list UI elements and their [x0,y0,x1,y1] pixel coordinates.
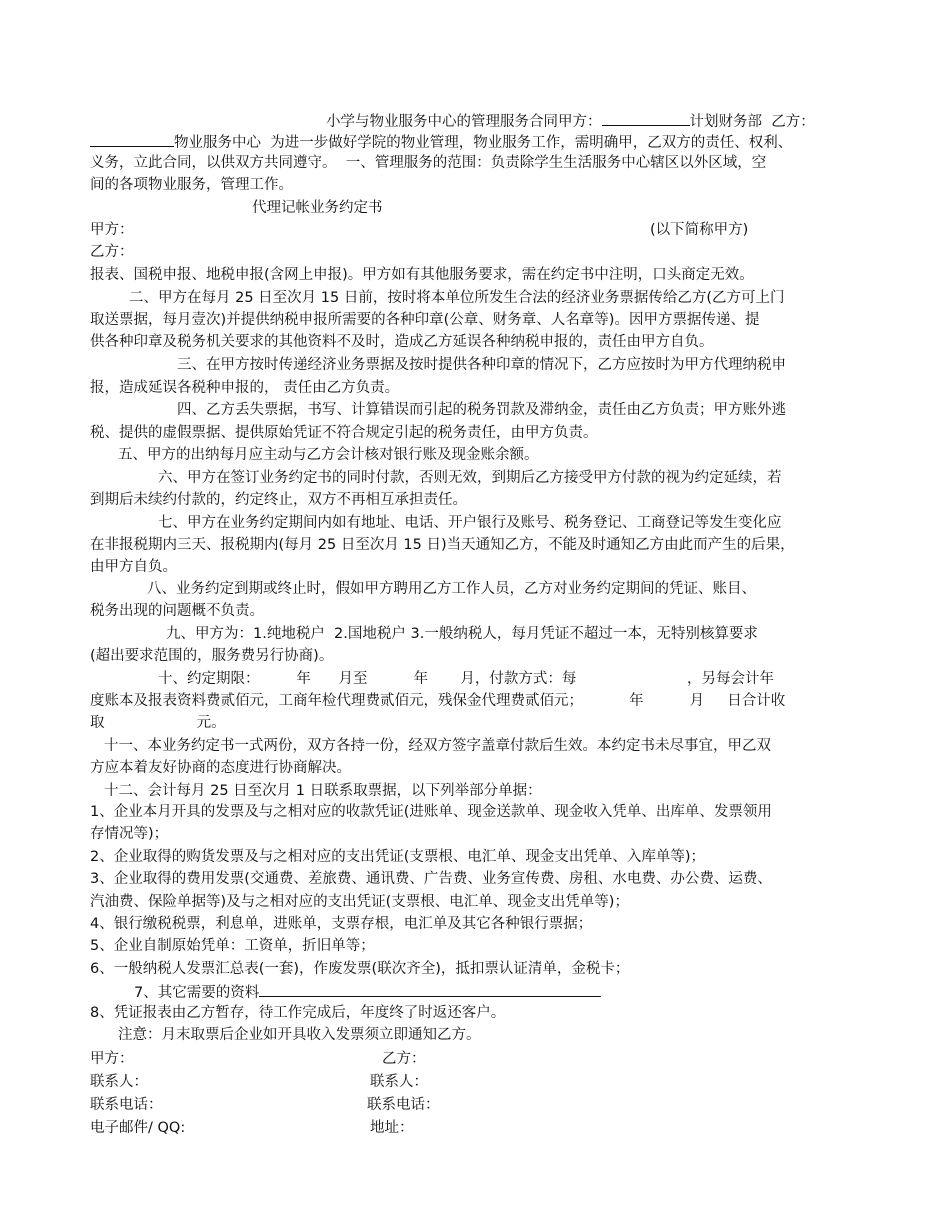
clause-5: 五、甲方的出纳每月应主动与乙方会计核对银行账及现金账余额。 [118,447,539,463]
document-title: 代理记帐业务约定书 [252,200,383,216]
list-item-7 [134,982,601,1002]
clause-6-line-1: 六、甲方在签订业务约定书的同时付款，否则无效，到期后乙方接受甲方付款的视为约定延续，若 [158,470,782,486]
clause-7-line-3: 由甲方自负。 [90,559,177,575]
signature-party-a: 甲方： [90,1051,134,1067]
clause-11-line-2: 方应本着友好协商的态度进行协商解决。 [90,760,351,776]
clause-8-line-1: 八、业务约定到期或终止时，假如甲方聘用乙方工作人员，乙方对业务约定期间的凭证、账目、 [147,581,756,597]
other-materials-blank [259,982,601,997]
party-a-note: (以下简称甲方) [650,222,749,238]
list-item-3-line-1: 3、企业取得的费用发票(交通费、差旅费、通讯费、广告费、业务宣传费、房租、水电费、办公费、运费、 [90,871,772,887]
list-item-5: 5、企业自制原始凭单：工资单，折旧单等； [90,938,375,954]
party-a-label: 甲方： [90,222,134,238]
contact-person-a: 联系人： [90,1074,148,1090]
list-item-1-line-1: 1、企业本月开具的发票及与之相对应的收款凭证(进账单、现金送款单、现金收入凭单、出库单、发票领用 [90,804,772,820]
clause-3-line-2: 报，造成延误各税种申报的， 责任由乙方负责。 [90,380,400,396]
contact-person-b: 联系人： [370,1074,428,1090]
clause-3-line-1: 三、在甲方按时传递经济业务票据及按时提供各种印章的情况下，乙方应按时为甲方代理纳税申 [177,357,786,373]
list-item-1-line-2: 存情况等)； [90,826,169,842]
contract-line-3: 义务，立此合同，以供双方共同遵守。 一、管理服务的范围：负责除学生生活服务中心辖区以外区域，空 [90,155,767,171]
contact-phone-b: 联系电话： [367,1097,440,1113]
note: 注意：月末取票后企业如开具收入发票须立即通知乙方。 [118,1027,481,1043]
clause-7-line-1: 七、甲方在业务约定期间内如有地址、电话、开户银行及账号、税务登记、工商登记等发生变化应 [158,515,782,531]
clause-2-line-1: 二、甲方在每月 25 日至次月 15 日前，按时将本单位所发生合法的经济业务票据传给乙方(乙方可上门 [129,290,785,306]
clause-10-line-1: 十、约定期限： 年 月至 年 月，付款方式：每 ，另每会计年 [158,671,774,687]
contract-line-2 [90,132,792,152]
clause-12: 十二、会计每月 25 日至次月 1 日联系取票据，以下列举部分单据： [104,783,542,799]
address: 地址： [370,1120,414,1136]
contract-heading-text-2: 计划财务部 乙方： [689,114,815,130]
clause-10-line-2: 度账本及报表资料费贰佰元，工商年检代理费贰佰元，残保金代理费贰佰元； 年 月 日合计收 [90,693,786,709]
clause-7-line-2: 在非报税期内三天、报税期内(每月 25 日至次月 15 日)当天通知乙方，不能及时通知乙方由此而产生的后果， [90,537,795,553]
list-item-2: 2、企业取得的购货发票及与之相对应的支出凭证(支票根、电汇单、现金支出凭单、入库单等)； [90,849,706,865]
email-qq: 电子邮件/ QQ: [90,1120,186,1136]
clause-4-line-2: 税、提供的虚假票据、提供原始凭证不符合规定引起的税务责任，由甲方负责。 [90,425,598,441]
contact-phone-a: 联系电话： [90,1097,163,1113]
list-item-7-text: 7、其它需要的资料 [134,985,260,1001]
list-item-3-line-2: 汽油费、保险单据等)及与之相对应的支出凭证(支票根、电汇单、现金支出凭单等)； [90,894,629,910]
list-item-6: 6、一般纳税人发票汇总表(一套)，作废发票(联次齐全)，抵扣票认证清单，金税卡； [90,961,630,977]
party-a-blank [602,111,690,126]
contract-line-4: 间的各项物业服务，管理工作。 [90,177,293,193]
signature-party-b: 乙方： [382,1051,426,1067]
contract-heading-text: 小学与物业服务中心的管理服务合同甲方： [326,114,602,130]
list-item-8: 8、凭证报表由乙方暂存，待工作完成后，年度终了时返还客户。 [90,1005,506,1021]
party-b-label: 乙方： [90,244,134,260]
contract-heading-line [326,111,815,131]
contract-line-2-text: 物业服务中心 为进一步做好学院的物业管理，物业服务工作，需明确甲，乙双方的责任、权利、 [174,135,793,151]
list-item-4: 4、银行缴税税票，利息单，进账单，支票存根，电汇单及其它各种银行票据； [90,916,593,932]
party-b-blank [90,132,174,147]
clause-2-line-2: 取送票据，每月壹次)并提供纳税申报所需要的各种印章(公章、财务章、人名章等)。因甲方票据传递、提 [90,312,760,328]
clause-8-line-2: 税务出现的问题概不负责。 [90,603,264,619]
clause-2-line-3: 供各种印章及税务机关要求的其他资料不及时，造成乙方延误各种纳税申报的，责任由甲方自负。 [90,334,714,350]
paragraph-1: 报表、国税申报、地税申报(含网上申报)。甲方如有其他服务要求，需在约定书中注明，口头商定无效。 [90,267,754,283]
clause-4-line-1: 四、乙方丢失票据，书写、计算错误而引起的税务罚款及滞纳金，责任由乙方负责；甲方账外逃 [177,402,786,418]
clause-6-line-2: 到期后未续约付款的，约定终止，双方不再相互承担责任。 [90,492,467,508]
clause-11-line-1: 十一、本业务约定书一式两份，双方各持一份，经双方签字盖章付款后生效。本约定书未尽事宜，甲乙双 [104,738,771,754]
clause-9-line-1: 九、甲方为：1.纯地税户 2.国地税户 3.一般纳税人，每月凭证不超过一本，无特别核算要求 [166,626,758,642]
clause-9-line-2: (超出要求范围的，服务费另行协商)。 [90,648,334,664]
clause-10-line-3: 取 元。 [90,715,226,731]
